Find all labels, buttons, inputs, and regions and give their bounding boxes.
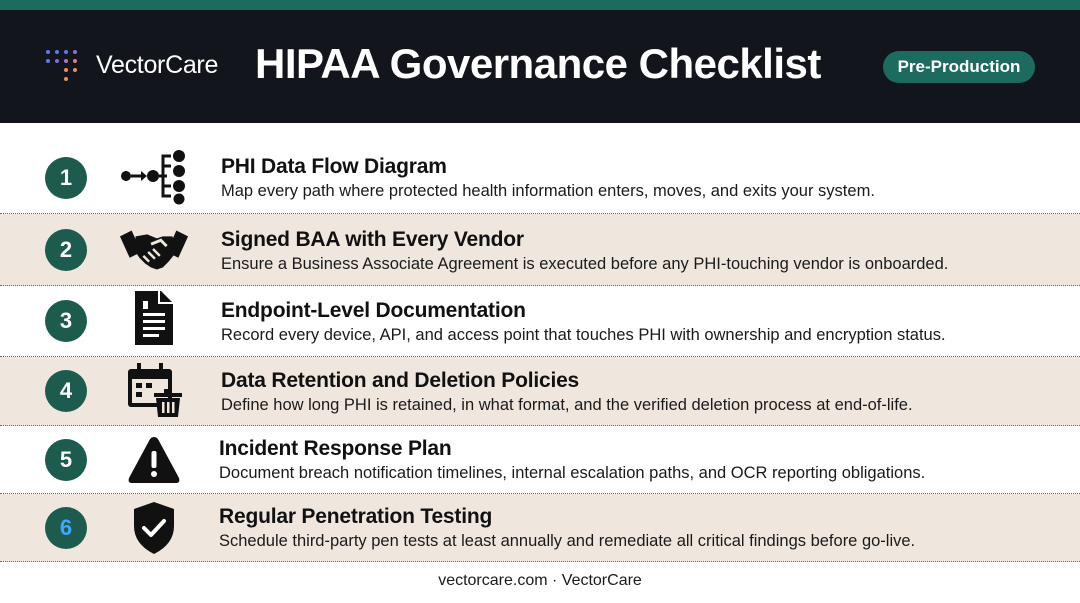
item-number-badge: 1 (45, 157, 87, 199)
dotted-arrow-logo-icon (44, 44, 86, 86)
item-text (221, 368, 913, 416)
item-description: Ensure a Business Associate Agreement is executed before any PHI-touching vendor is onboarded. (221, 255, 949, 273)
checklist-item-4 (0, 357, 1080, 426)
brand-name: VectorCare (96, 50, 219, 79)
item-number-badge: 2 (45, 229, 87, 271)
item-number-badge: 4 (45, 370, 87, 412)
item-text (221, 298, 946, 346)
checklist-item-1 (0, 142, 1080, 214)
item-description: Record every device, API, and access point that touches PHI with ownership and encryption status. (221, 326, 946, 344)
item-title: Incident Response Plan (219, 437, 452, 460)
item-title: Regular Penetration Testing (219, 505, 493, 528)
warning-icon (118, 431, 190, 489)
item-number-badge: 6 (45, 507, 87, 549)
item-number-badge: 3 (45, 300, 87, 342)
status-badge: Pre-Production (883, 51, 1035, 83)
item-description: Document breach notification timelines, internal escalation paths, and OCR reporting obligations. (219, 464, 926, 482)
checklist (0, 142, 1080, 562)
item-text (219, 436, 925, 484)
item-title: PHI Data Flow Diagram (221, 155, 447, 178)
handshake-icon (118, 221, 190, 279)
checklist-item-6 (0, 494, 1080, 562)
document-icon (118, 290, 190, 348)
item-description: Map every path where protected health information enters, moves, and exits your system. (221, 182, 875, 200)
item-number-badge: 5 (45, 439, 87, 481)
page-title: HIPAA Governance Checklist (255, 40, 821, 87)
item-text (221, 154, 875, 202)
brand-logo (44, 44, 218, 86)
item-title: Endpoint-Level Documentation (221, 299, 526, 322)
checklist-item-2 (0, 214, 1080, 286)
top-accent-stripe (0, 0, 1080, 10)
item-description: Define how long PHI is retained, in what format, and the verified deletion process at end-of-life. (221, 396, 913, 414)
footer: vectorcare.com · VectorCare (438, 572, 642, 589)
item-text (219, 504, 915, 552)
checklist-item-5 (0, 426, 1080, 494)
shield-check-icon (118, 499, 190, 557)
item-title: Signed BAA with Every Vendor (221, 228, 524, 251)
calendar-trash-icon (118, 361, 190, 419)
item-title: Data Retention and Deletion Policies (221, 369, 580, 392)
header-bar (0, 10, 1080, 123)
checklist-item-3 (0, 286, 1080, 357)
item-text (221, 227, 948, 275)
data-flow-icon (118, 147, 190, 205)
item-description: Schedule third-party pen tests at least annually and remediate all critical findings before go-live. (219, 532, 916, 550)
